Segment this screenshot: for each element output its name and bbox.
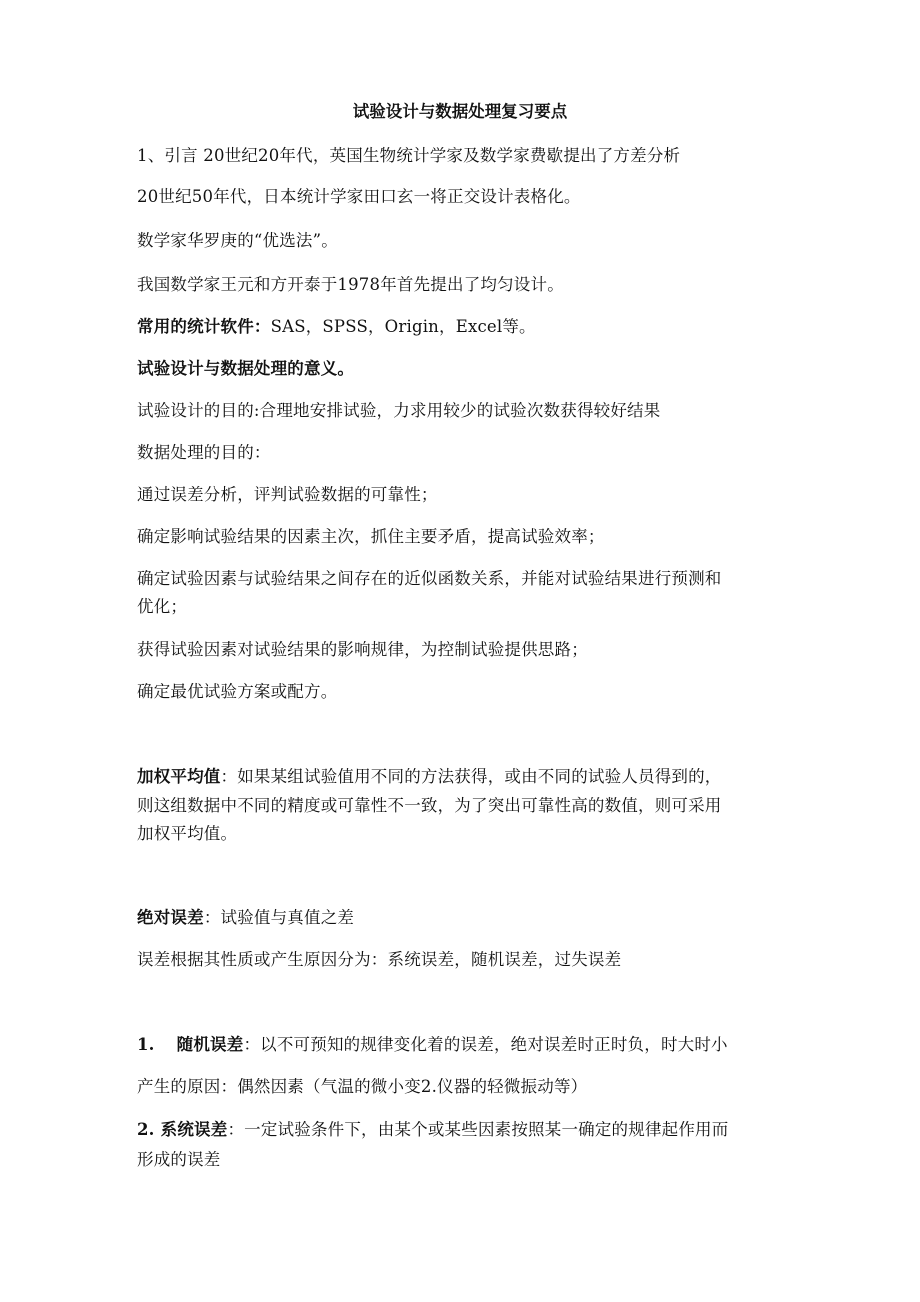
purpose-point-3-cont: 优化；: [137, 597, 188, 616]
weighted-mean-line-1: [137, 767, 722, 787]
significance-heading: 试验设计与数据处理的意义。: [137, 359, 355, 378]
random-error-line: [137, 1035, 728, 1055]
intro-line-2: 20世纪50年代，日本统计学家田口玄一将正交设计表格化。: [137, 187, 581, 206]
intro-line-3: 数学家华罗庚的“优选法”。: [137, 231, 338, 250]
purpose-point-4: 获得试验因素对试验结果的影响规律，为控制试验提供思路；: [137, 640, 588, 659]
software-label: 常用的统计软件：: [137, 317, 271, 336]
weighted-mean-line-2: 则这组数据中不同的精度或可靠性不一致，为了突出可靠性高的数值，则可采用: [137, 796, 722, 815]
software-value: SAS，SPSS，Origin，Excel等。: [270, 317, 536, 336]
systematic-error-term: 系统误差: [160, 1120, 228, 1139]
systematic-error-def: ：一定试验条件下，由某个或某些因素按照某一确定的规律起作用而: [227, 1120, 729, 1139]
absolute-error-term: 绝对误差: [137, 908, 204, 927]
absolute-error-def: ：试验值与真值之差: [203, 908, 355, 927]
design-purpose: 试验设计的目的:合理地安排试验，力求用较少的试验次数获得较好结果: [137, 401, 661, 420]
purpose-point-3: 确定试验因素与试验结果之间存在的近似函数关系，并能对试验结果进行预测和: [137, 569, 722, 588]
purpose-point-5: 确定最优试验方案或配方。: [137, 682, 338, 701]
intro-line-1: 1、引言 20世纪20年代，英国生物统计学家及数学家费歇提出了方差分析: [137, 146, 681, 165]
random-error-number: 1.: [137, 1035, 155, 1054]
random-error-cause: 产生的原因：偶然因素（气温的微小变2.仪器的轻微振动等）: [137, 1077, 588, 1096]
document-title: 试验设计与数据处理复习要点: [352, 102, 568, 121]
weighted-mean-def: ：如果某组试验值用不同的方法获得，或由不同的试验人员得到的，: [220, 767, 722, 786]
systematic-error-number: 2.: [137, 1120, 155, 1139]
weighted-mean-term: 加权平均值: [137, 767, 221, 786]
systematic-error-line-2: 形成的误差: [137, 1150, 221, 1169]
random-error-def: ：以不可预知的规律变化着的误差，绝对误差时正时负，时大时小: [243, 1035, 728, 1054]
intro-line-4: 我国数学家王元和方开泰于1978年首先提出了均匀设计。: [137, 275, 564, 294]
error-classification: 误差根据其性质或产生原因分为：系统误差，随机误差，过失误差: [137, 950, 622, 969]
purpose-point-1: 通过误差分析，评判试验数据的可靠性；: [137, 485, 438, 504]
weighted-mean-line-3: 加权平均值。: [137, 824, 238, 843]
absolute-error-line: [137, 908, 354, 928]
systematic-error-line-1: [137, 1120, 728, 1140]
data-purpose-heading: 数据处理的目的：: [137, 443, 271, 462]
random-error-term: 随机误差: [176, 1035, 244, 1054]
purpose-point-2: 确定影响试验结果的因素主次，抓住主要矛盾，提高试验效率；: [137, 527, 605, 546]
software-line: [137, 317, 536, 337]
